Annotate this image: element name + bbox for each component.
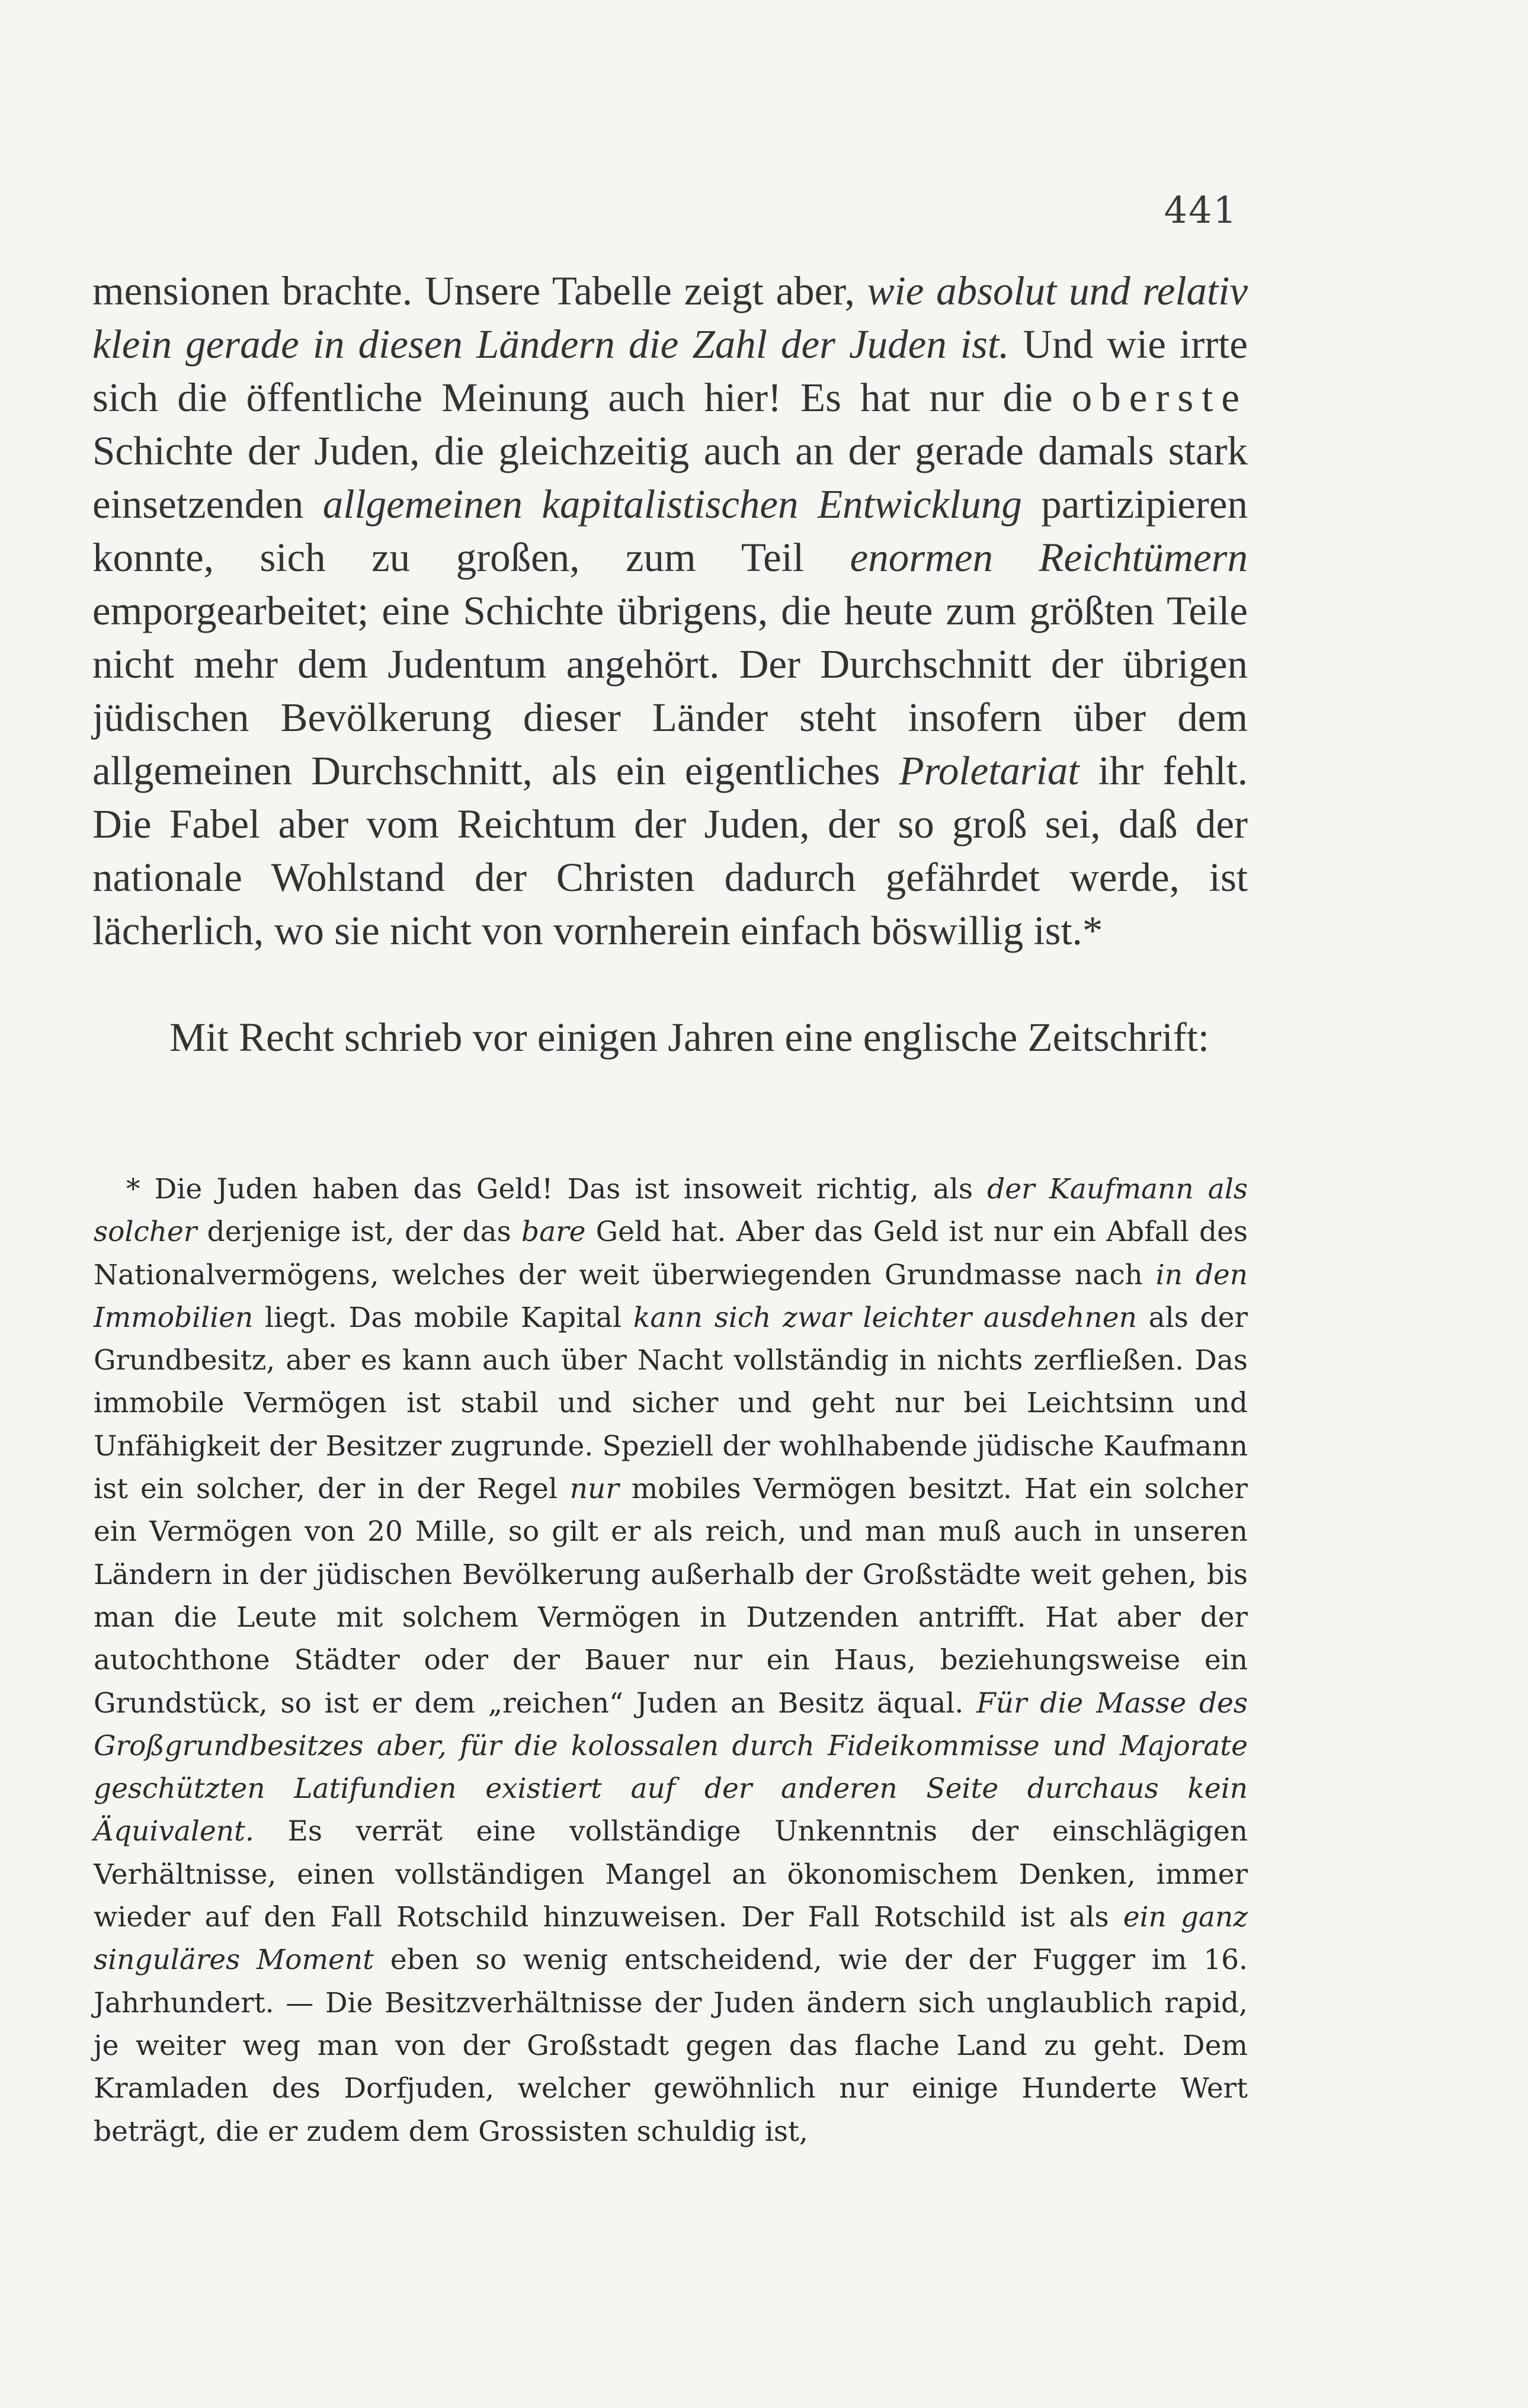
text-run: Schichte der Juden, die gleichzeitig auch an der gerade damals stark einsetzenden — [92, 428, 1248, 527]
paragraph-2: Mit Recht schrieb vor einigen Jahren eine englische Zeitschrift: — [169, 1015, 1210, 1060]
italic-run: allgemeinen kapitalistischen Entwicklung — [322, 482, 1022, 527]
italic-run: der Kaufmann als solcher — [94, 1173, 1248, 1249]
spaced-run: oberste — [1071, 375, 1248, 420]
page-number: 441 — [1164, 188, 1238, 232]
text-run: Und wie irrte sich die öffentliche Meinung auch hier! Es hat nur die — [92, 322, 1248, 420]
italic-run: Proletariat — [899, 748, 1079, 793]
italic-run: in den Immobilien — [94, 1258, 1248, 1334]
italic-run: ein ganz singuläres Moment — [94, 1901, 1248, 1977]
paragraph-1 — [92, 264, 1248, 957]
text-run: als der Grundbesitz, aber es kann auch über Nacht vollständig in nichts zerfließen. Das immobile Vermögen ist stabil und sicher und geht nur bei Leichtsinn und Unfähigkeit der Besitzer zugrunde. Speziell der wohlhabende jüdische Kaufmann ist ein solcher, der in der Regel — [94, 1301, 1248, 1506]
text-run: liegt. Das mobile Kapital — [253, 1301, 633, 1334]
text-run: * Die Juden haben das Geld! Das ist insoweit richtig, als — [126, 1173, 988, 1205]
text-run: emporgearbeitet; eine Schichte übrigens, die heute zum größten Teile nicht mehr dem Judentum angehört. Der Durchschnitt der übrigen jüdischen Bevölkerung dieser Länder steht insofern über dem allgemeinen Durchschnitt, als ein eigentliches — [92, 588, 1248, 793]
text-run: mobiles Vermögen besitzt. Hat ein solcher ein Vermögen von 20 Mille, so gilt er als reich, und man muß auch in unseren Ländern in der jüdischen Bevölkerung außerhalb der Großstädte weit gehen, bis man die Leute mit solchem Vermögen in Dutzenden antrifft. Hat aber der autochthone Städter oder der Bauer nur ein Haus, beziehungsweise ein Grundstück, so ist er dem „reichen“ Juden an Besitz äqual. — [94, 1473, 1248, 1720]
italic-run: bare — [521, 1216, 586, 1249]
footnote-paragraph — [94, 1168, 1248, 2153]
text-run: ihr fehlt. Die Fabel aber vom Reichtum der Juden, der so groß sei, daß der nationale Wohlstand der Christen dadurch gefährdet werde, ist lächerlich, wo sie nicht von vornherein einfach böswillig ist.* — [92, 748, 1248, 953]
text-run: partizipieren konnte, sich zu großen, zum Teil — [92, 482, 1248, 580]
text-run: Geld hat. Aber das Geld ist nur ein Abfall des Nationalvermögens, welches der weit überwiegenden Grundmasse nach — [94, 1216, 1248, 1291]
text-run: eben so wenig entscheidend, wie der der Fugger im 16. Jahrhundert. — Die Besitzverhältnisse der Juden ändern sich unglaublich rapid, je weiter weg man von der Großstadt gegen das flache Land zu geht. Dem Kramladen des Dorfjuden, welcher gewöhnlich nur einige Hunderte Wert beträgt, die er zudem dem Grossisten schuldig ist, — [94, 1944, 1248, 2148]
text-run: Es verrät eine vollständige Unkenntnis der einschlägigen Verhältnisse, einen vollständigen Mangel an ökonomischem Denken, immer wieder auf den Fall Rotschild hinzuweisen. Der Fall Rotschild ist als — [94, 1815, 1248, 1934]
italic-run: Für die Masse des Großgrundbesitzes aber, für die kolossalen durch Fideikommisse und Majorate geschützten Latifundien existiert auf der anderen Seite durchaus kein Äquivalent. — [94, 1686, 1248, 1848]
italic-run: enormen Reichtümern — [850, 535, 1248, 580]
italic-run: wie absolut und relativ klein gerade in diesen Ländern die Zahl der Juden ist. — [92, 268, 1248, 367]
text-run: derjenige ist, der das — [197, 1216, 522, 1249]
main-text — [92, 264, 1248, 1064]
text-run: mensionen brachte. Unsere Tabelle zeigt aber, — [92, 268, 867, 313]
footnote — [94, 1168, 1248, 2153]
italic-run: kann sich zwar leichter ausdehnen — [633, 1301, 1137, 1334]
italic-run: nur — [569, 1473, 619, 1506]
